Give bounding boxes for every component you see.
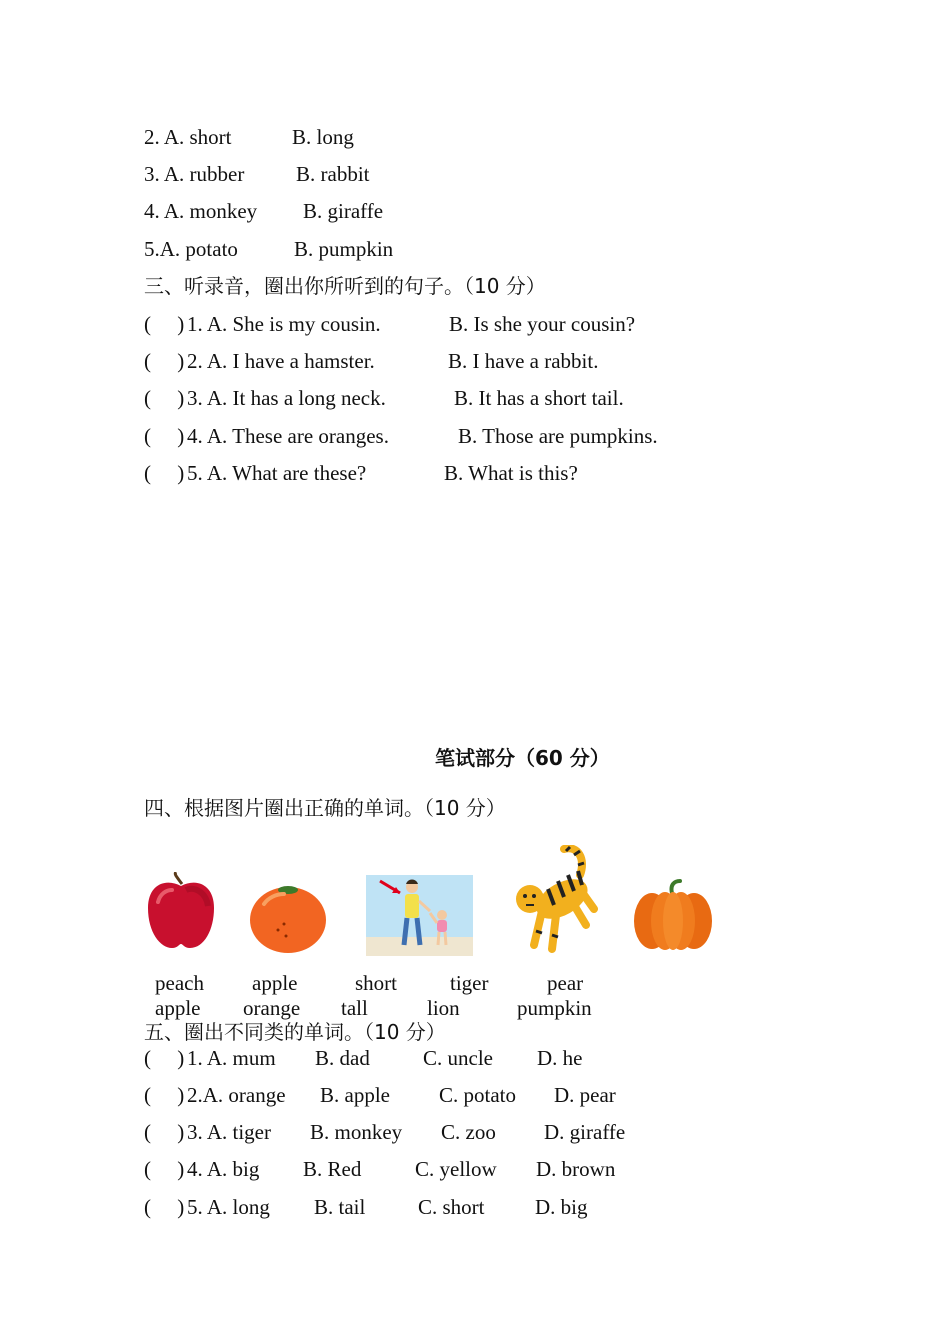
s5-q3-a: 3. A. tiger: [187, 1120, 271, 1144]
item-4-a: 4. A. monkey: [144, 199, 258, 223]
s5-q2-paren: ( ): [144, 1083, 185, 1107]
s5-q2-d: D. pear: [554, 1083, 616, 1107]
s5-q5-b: B. tail: [314, 1195, 366, 1219]
item-5-b: B. pumpkin: [294, 237, 394, 261]
s4-word-row1-3: short: [355, 971, 397, 995]
section3-title: 三、听录音，圈出你所听到的句子。（10 分）: [144, 274, 546, 298]
s3-q2-paren: ( ): [144, 349, 185, 373]
item-5-a: 5.A. potato: [144, 237, 238, 261]
s3-q4-a: 4. A. These are oranges.: [187, 424, 389, 448]
s4-word-row1-5: pear: [547, 971, 584, 995]
apple-picture: [146, 872, 216, 950]
item-2-a: 2. A. short: [144, 125, 232, 149]
s5-q1-b: B. dad: [315, 1046, 370, 1070]
s3-q5-b: B. What is this?: [444, 461, 578, 485]
s3-q1-b: B. Is she your cousin?: [449, 312, 636, 336]
s4-word-row2-2: orange: [243, 996, 301, 1020]
s4-word-row1-4: tiger: [450, 971, 489, 995]
s3-q5-a: 5. A. What are these?: [187, 461, 367, 485]
s5-q3-d: D. giraffe: [544, 1120, 626, 1144]
item-2-b: B. long: [292, 125, 354, 149]
s3-q1-a: 1. A. She is my cousin.: [187, 312, 381, 336]
s5-q5-d: D. big: [535, 1195, 588, 1219]
s5-q1-a: 1. A. mum: [187, 1046, 276, 1070]
s3-q4-b: B. Those are pumpkins.: [458, 424, 658, 448]
s5-q4-c: C. yellow: [415, 1157, 497, 1181]
s5-q1-d: D. he: [537, 1046, 583, 1070]
s5-q4-d: D. brown: [536, 1157, 616, 1181]
s5-q3-paren: ( ): [144, 1120, 185, 1144]
s4-word-row1-2: apple: [252, 971, 298, 995]
item-3-a: 3. A. rubber: [144, 162, 245, 186]
s5-q2-a: 2.A. orange: [187, 1083, 286, 1107]
s5-q3-b: B. monkey: [310, 1120, 403, 1144]
s3-q3-b: B. It has a short tail.: [454, 386, 624, 410]
s3-q2-a: 2. A. I have a hamster.: [187, 349, 375, 373]
s4-word-row2-4: lion: [427, 996, 460, 1020]
s5-q3-c: C. zoo: [441, 1120, 496, 1144]
short-man-picture: [366, 875, 473, 956]
s4-word-row2-3: tall: [341, 996, 368, 1020]
s5-q1-paren: ( ): [144, 1046, 185, 1070]
s3-q3-paren: ( ): [144, 386, 185, 410]
s5-q5-paren: ( ): [144, 1195, 185, 1219]
s5-q1-c: C. uncle: [423, 1046, 493, 1070]
item-4-b: B. giraffe: [303, 199, 384, 223]
s4-word-row2-5: pumpkin: [517, 996, 592, 1020]
tiger-picture: [508, 845, 598, 955]
s5-q2-c: C. potato: [439, 1083, 516, 1107]
s3-q1-paren: ( ): [144, 312, 185, 336]
s4-word-row1-1: peach: [155, 971, 204, 995]
s3-q2-b: B. I have a rabbit.: [448, 349, 599, 373]
s5-q2-b: B. apple: [320, 1083, 390, 1107]
s5-q4-paren: ( ): [144, 1157, 185, 1181]
s4-word-row2-1: apple: [155, 996, 201, 1020]
s3-q4-paren: ( ): [144, 424, 185, 448]
s5-q4-b: B. Red: [303, 1157, 362, 1181]
written-part-title: 笔试部分（60 分）: [435, 746, 610, 770]
s3-q3-a: 3. A. It has a long neck.: [187, 386, 386, 410]
s5-q4-a: 4. A. big: [187, 1157, 260, 1181]
section5-title: 五、圈出不同类的单词。（10 分）: [144, 1020, 446, 1044]
s3-q5-paren: ( ): [144, 461, 185, 485]
section4-title: 四、根据图片圈出正确的单词。（10 分）: [144, 796, 506, 820]
s5-q5-a: 5. A. long: [187, 1195, 270, 1219]
orange-picture: [248, 884, 328, 954]
pumpkin-picture: [632, 879, 714, 951]
item-3-b: B. rabbit: [296, 162, 370, 186]
s5-q5-c: C. short: [418, 1195, 485, 1219]
